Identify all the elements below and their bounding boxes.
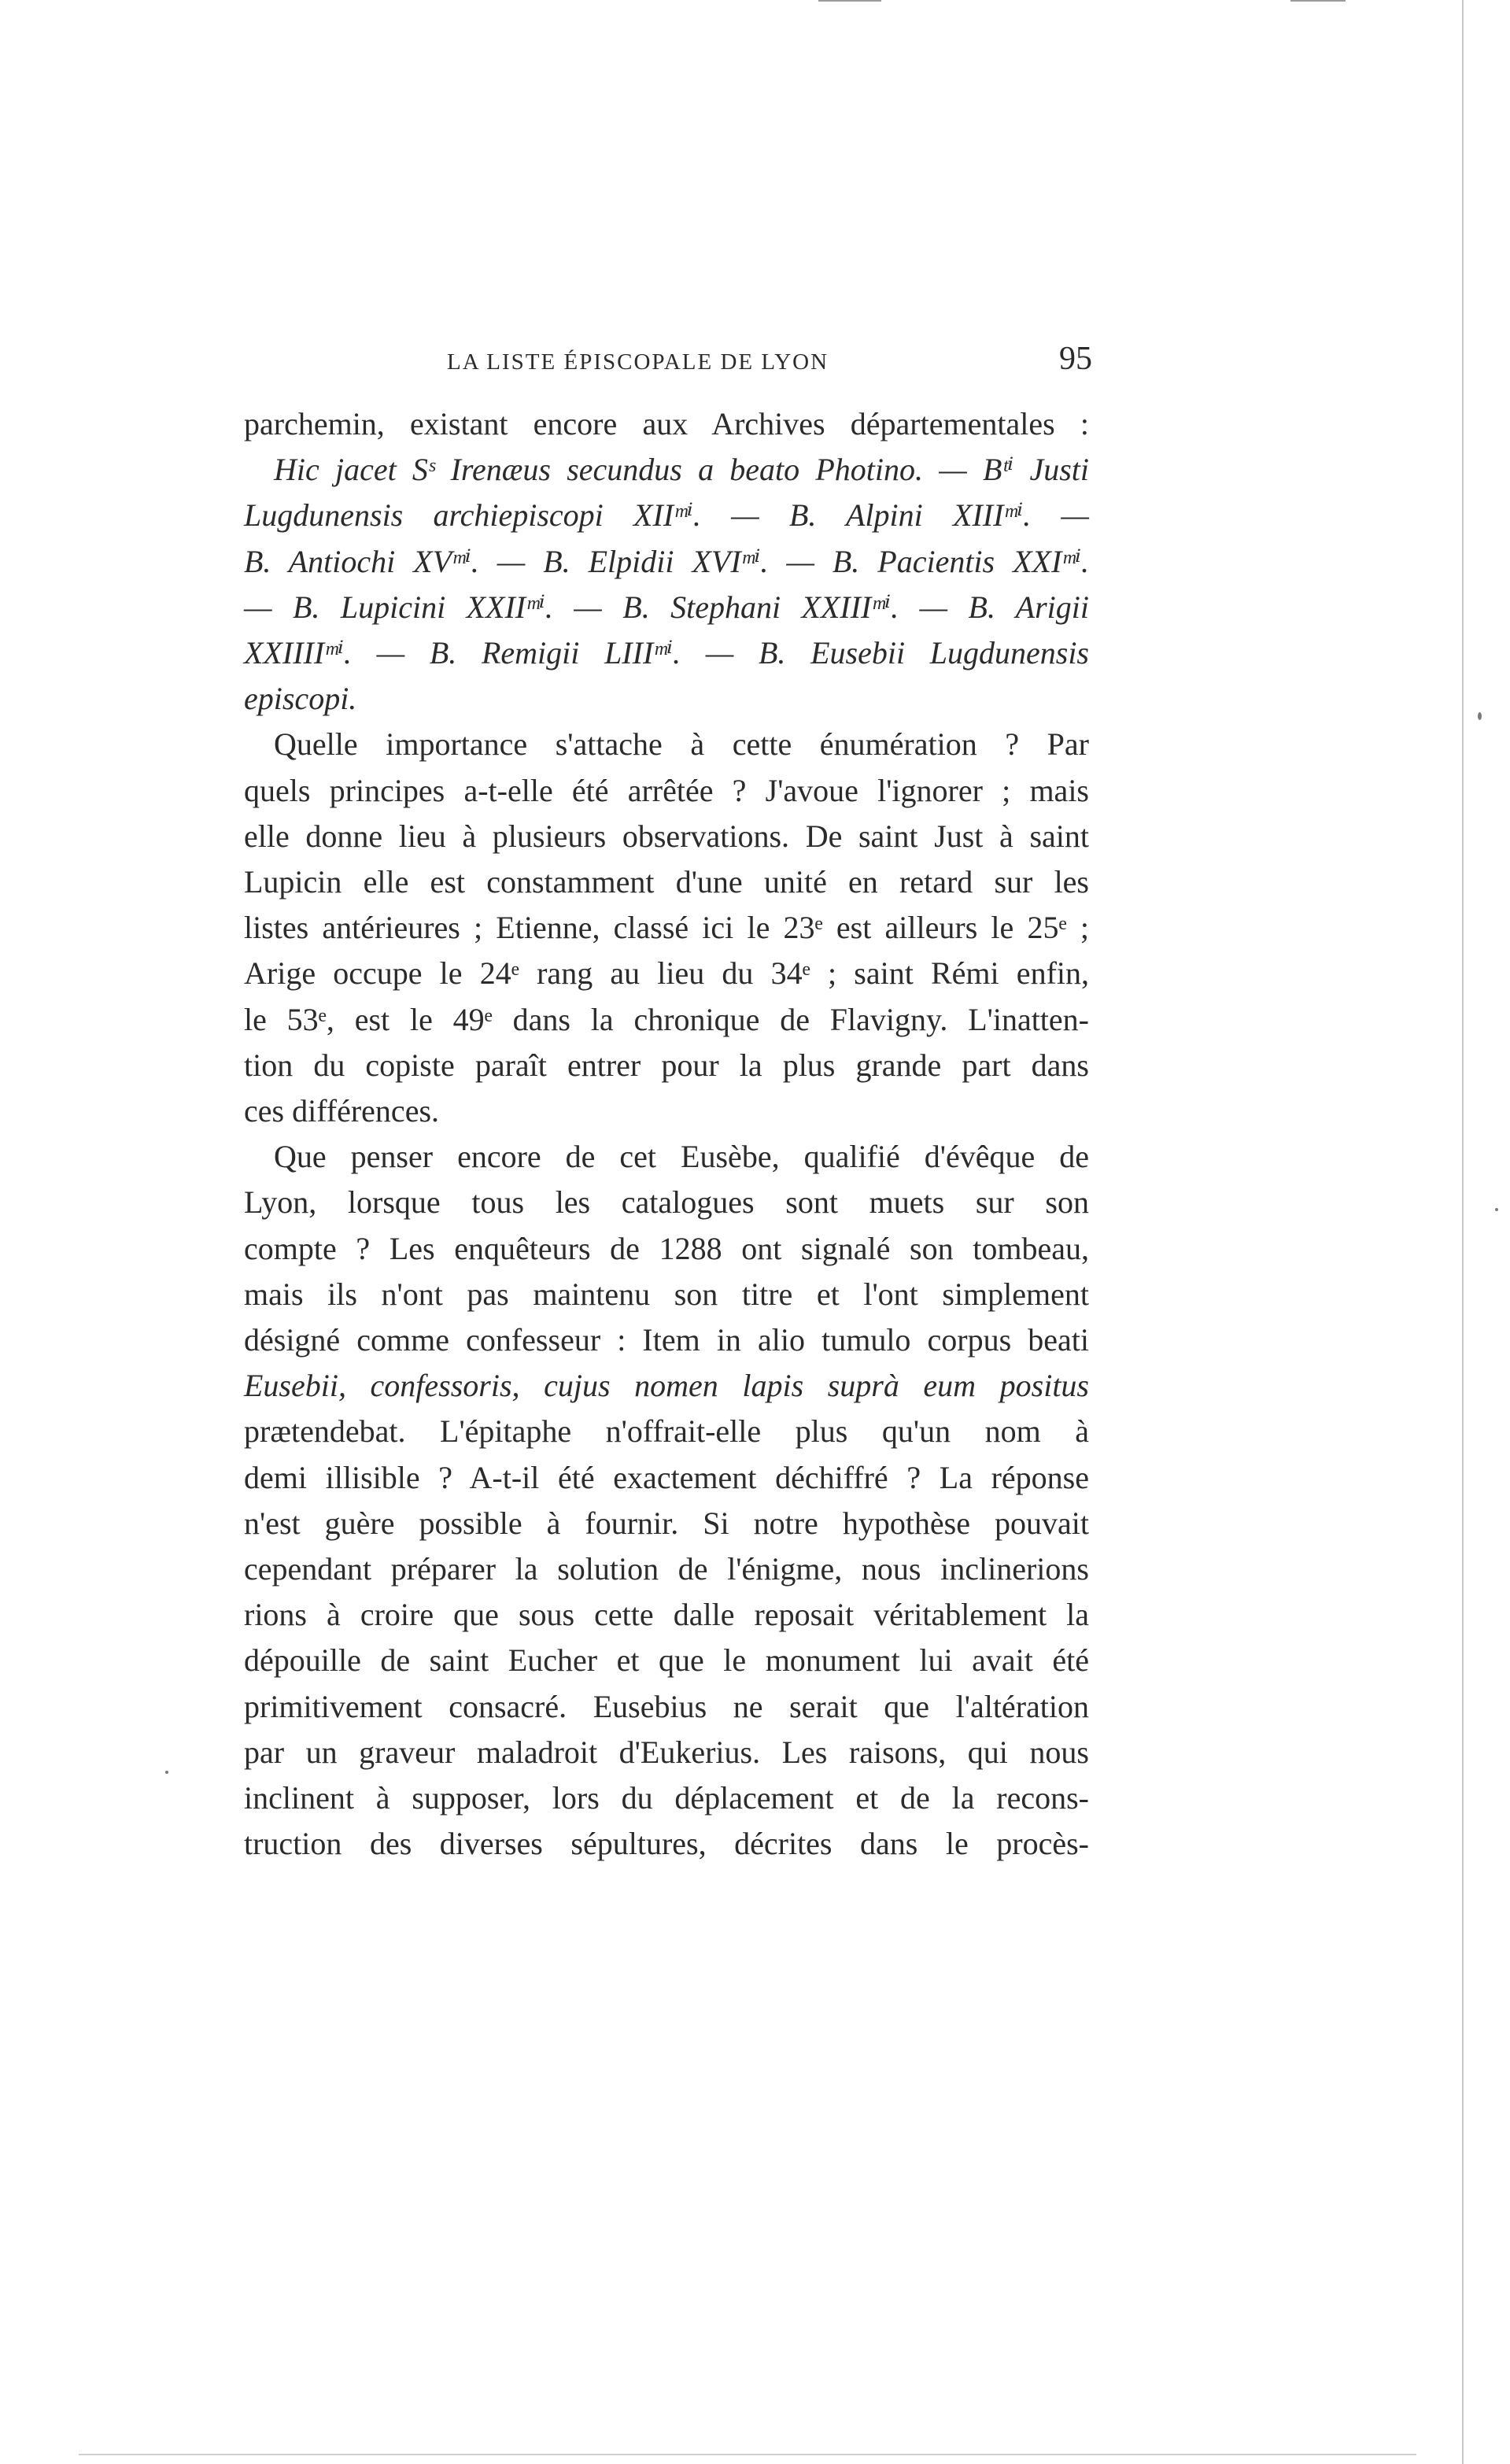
page-number: 95: [1059, 341, 1092, 377]
text-line: Quelle importance s'attache à cette énumération ? Par: [274, 726, 1089, 763]
scan-speck: [165, 1771, 168, 1774]
text-line: Eusebii, confessoris, cujus nomen lapis suprà eum positus: [244, 1368, 1089, 1404]
running-header: [447, 340, 1092, 387]
text-line: n'est guère possible à fournir. Si notre hypothèse pouvait: [244, 1505, 1089, 1541]
scan-edge-line: [818, 0, 881, 2]
text-line: Lyon, lorsque tous les catalogues sont muets sur son: [244, 1184, 1089, 1221]
text-line: prætendebat. L'épitaphe n'offrait-elle plus qu'un nom à: [244, 1413, 1089, 1450]
paragraph-importance: [244, 722, 1089, 1134]
text-line: Lugdunensis archiepiscopi XIIᵐⁱ. — B. Alpini XIIIᵐⁱ. —: [244, 497, 1089, 534]
text-line: le 53ᵉ, est le 49ᵉ dans la chronique de Flavigny. L'inatten-: [244, 1001, 1089, 1037]
text-line: quels principes a-t-elle été arrêtée ? J'avoue l'ignorer ; mais: [244, 772, 1089, 808]
scan-edge-line: [1462, 0, 1464, 2464]
text-line: Lupicin elle est constamment d'une unité en retard sur les: [244, 864, 1089, 900]
text-line: dépouille de saint Eucher et que le monument lui avait été: [244, 1642, 1089, 1679]
scan-speck: [1478, 712, 1482, 720]
paragraph-eusebe: [244, 1134, 1089, 1867]
text-line: Que penser encore de cet Eusèbe, qualifié d'évêque de: [274, 1139, 1089, 1175]
scan-edge-line: [79, 2454, 1416, 2455]
text-line: listes antérieures ; Etienne, classé ici le 23ᵉ est ailleurs le 25ᵉ ;: [244, 910, 1089, 946]
text-line: compte ? Les enquêteurs de 1288 ont signalé son tombeau,: [244, 1230, 1089, 1266]
text-line: Hic jacet Sˢ Irenæus secundus a beato Photino. — Bᵗⁱ Justi: [274, 452, 1089, 488]
paragraph-epitaph-list: [244, 401, 1089, 722]
scan-speck: [1495, 1208, 1498, 1211]
text-line: elle donne lieu à plusieurs observations. De saint Just à saint: [244, 818, 1089, 854]
text-line: demi illisible ? A-t-il été exactement déchiffré ? La réponse: [244, 1459, 1089, 1495]
text-line: truction des diverses sépultures, décrites dans le procès-: [244, 1826, 1089, 1862]
text-line: Arige occupe le 24ᵉ rang au lieu du 34ᵉ ; saint Rémi enfin,: [244, 955, 1089, 992]
text-line: XXIIIIᵐⁱ. — B. Remigii LIIIᵐⁱ. — B. Eusebii Lugdunensis: [244, 635, 1089, 671]
text-line: mais ils n'ont pas maintenu son titre et l'ont simplement: [244, 1276, 1089, 1312]
text-line: ces différences.: [244, 1093, 440, 1129]
text-line: parchemin, existant encore aux Archives départementales :: [244, 406, 1089, 441]
running-title: LA LISTE ÉPISCOPALE DE LYON: [447, 349, 829, 375]
text-line: désigné comme confesseur : Item in alio tumulo corpus beati: [244, 1322, 1089, 1358]
text-line: par un graveur maladroit d'Eukerius. Les raisons, qui nous: [244, 1734, 1089, 1770]
text-line: primitivement consacré. Eusebius ne serait que l'altération: [244, 1688, 1089, 1724]
text-line: B. Antiochi XVᵐⁱ. — B. Elpidii XVIᵐⁱ. — B. Pacientis XXIᵐⁱ.: [244, 543, 1089, 579]
text-line: cependant préparer la solution de l'énigme, nous inclinerions: [244, 1551, 1089, 1587]
text-line: — B. Lupicini XXIIᵐⁱ. — B. Stephani XXIIIᵐⁱ. — B. Arigii: [244, 589, 1089, 625]
text-line: inclinent à supposer, lors du déplacement et de la recons-: [244, 1780, 1089, 1816]
scan-edge-line: [1290, 0, 1346, 2]
text-line: episcopi.: [244, 681, 357, 717]
body-text: [244, 401, 1089, 1867]
text-line: tion du copiste paraît entrer pour la plus grande part dans: [244, 1047, 1089, 1083]
text-line: rions à croire que sous cette dalle reposait véritablement la: [244, 1597, 1089, 1633]
